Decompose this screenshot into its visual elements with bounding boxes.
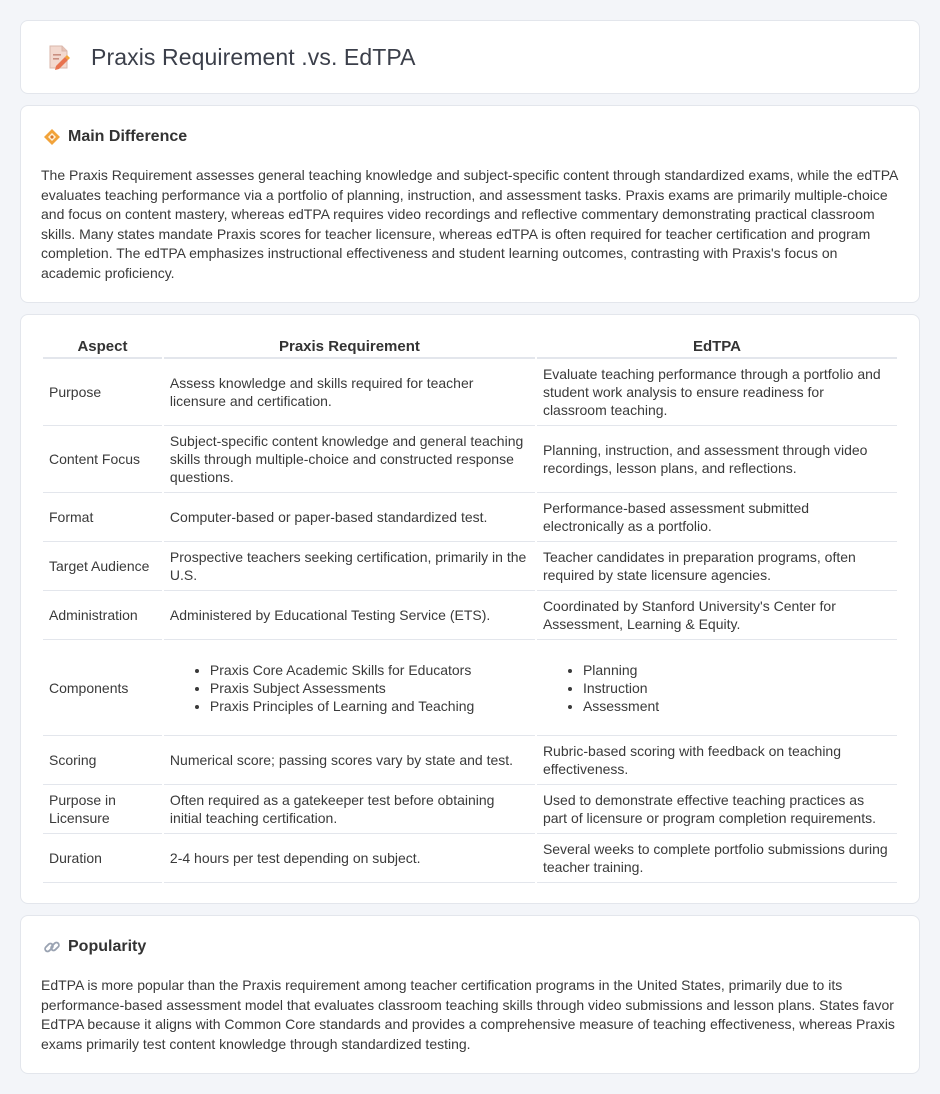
table-row: [43, 785, 897, 834]
table-row: [43, 359, 897, 426]
table-row: [43, 493, 897, 542]
edtpa-cell: Evaluate teaching performance through a portfolio and student work analysis to ensure readiness for classroom teaching.: [537, 359, 897, 426]
table-row: [43, 542, 897, 591]
aspect-cell: Purpose: [43, 359, 162, 426]
edtpa-cell: Performance-based assessment submitted electronically as a portfolio.: [537, 493, 897, 542]
edtpa-cell: Planning, instruction, and assessment through video recordings, lesson plans, and reflections.: [537, 426, 897, 493]
praxis-cell: Prospective teachers seeking certification, primarily in the U.S.: [164, 542, 535, 591]
main-difference-text: The Praxis Requirement assesses general teaching knowledge and subject-specific content through standardized exams, while the edTPA evaluates teaching performance via a portfolio of planning, instruction, and assessment tasks. Praxis exams are primarily multiple-choice and focus on content mastery, whereas edTPA requires video recordings and reflective commentary demonstrating practical classroom skills. Many states mandate Praxis scores for teacher licensure, whereas edTPA is often required for teacher certification and program completion. The edTPA emphasizes instructional effectiveness and student learning outcomes, contrasting with Praxis's focus on academic proficiency.: [41, 167, 898, 281]
list-item: • Instruction: [583, 679, 891, 697]
list-item: • Assessment: [583, 697, 891, 715]
edtpa-cell: [537, 640, 897, 736]
page-title: Praxis Requirement .vs. EdTPA: [91, 43, 416, 70]
aspect-cell: Purpose in Licensure: [43, 785, 162, 834]
aspect-cell: Content Focus: [43, 426, 162, 493]
diamond-badge-icon: [43, 128, 61, 146]
header-edtpa: EdTPA: [537, 335, 897, 359]
edtpa-cell: Rubric-based scoring with feedback on teaching effectiveness.: [537, 736, 897, 785]
link-icon: [43, 938, 61, 956]
aspect-cell: Administration: [43, 591, 162, 640]
header-praxis: Praxis Requirement: [164, 335, 535, 359]
popularity-heading: Popularity: [68, 938, 147, 955]
comparison-table: [41, 335, 899, 883]
edtpa-cell: Several weeks to complete portfolio submissions during teacher training.: [537, 834, 897, 883]
table-row: [43, 834, 897, 883]
praxis-cell: Subject-specific content knowledge and general teaching skills through multiple-choice and constructed response questions.: [164, 426, 535, 493]
table-row: [43, 426, 897, 493]
aspect-cell: Scoring: [43, 736, 162, 785]
table-header-row: [43, 335, 897, 359]
popularity-section: [20, 915, 920, 1074]
header-card: [20, 20, 920, 94]
list-item: • Praxis Principles of Learning and Teaching: [210, 697, 529, 715]
comparison-table-card: [20, 314, 920, 904]
header-aspect: Aspect: [43, 335, 162, 359]
edtpa-cell: Used to demonstrate effective teaching practices as part of licensure or program completion requirements.: [537, 785, 897, 834]
praxis-cell: Numerical score; passing scores vary by state and test.: [164, 736, 535, 785]
document-edit-icon: [47, 44, 71, 70]
table-row: [43, 736, 897, 785]
praxis-cell: Assess knowledge and skills required for teacher licensure and certification.: [164, 359, 535, 426]
praxis-cell: 2-4 hours per test depending on subject.: [164, 834, 535, 883]
list-item: • Praxis Core Academic Skills for Educators: [210, 661, 529, 679]
aspect-cell: Components: [43, 640, 162, 736]
praxis-cell: Administered by Educational Testing Service (ETS).: [164, 591, 535, 640]
main-difference-section: [20, 105, 920, 303]
praxis-cell: Computer-based or paper-based standardized test.: [164, 493, 535, 542]
popularity-text: EdTPA is more popular than the Praxis requirement among teacher certification programs in the United States, primarily due to its performance-based assessment model that evaluates classroom teaching skills through video submissions and lesson plans. States favor EdTPA because it aligns with Common Core standards and provides a comprehensive measure of teaching effectiveness, whereas Praxis exams primarily test content knowledge through standardized testing.: [41, 977, 895, 1052]
praxis-components-list: [170, 661, 529, 715]
edtpa-cell: Teacher candidates in preparation programs, often required by state licensure agencies.: [537, 542, 897, 591]
edtpa-components-list: [543, 661, 891, 715]
list-item: • Praxis Subject Assessments: [210, 679, 529, 697]
main-difference-heading: Main Difference: [68, 128, 188, 145]
table-row: [43, 640, 897, 736]
praxis-cell: [164, 640, 535, 736]
aspect-cell: Duration: [43, 834, 162, 883]
table-row: [43, 591, 897, 640]
list-item: • Planning: [583, 661, 891, 679]
aspect-cell: Format: [43, 493, 162, 542]
praxis-cell: Often required as a gatekeeper test before obtaining initial teaching certification.: [164, 785, 535, 834]
edtpa-cell: Coordinated by Stanford University's Center for Assessment, Learning & Equity.: [537, 591, 897, 640]
aspect-cell: Target Audience: [43, 542, 162, 591]
